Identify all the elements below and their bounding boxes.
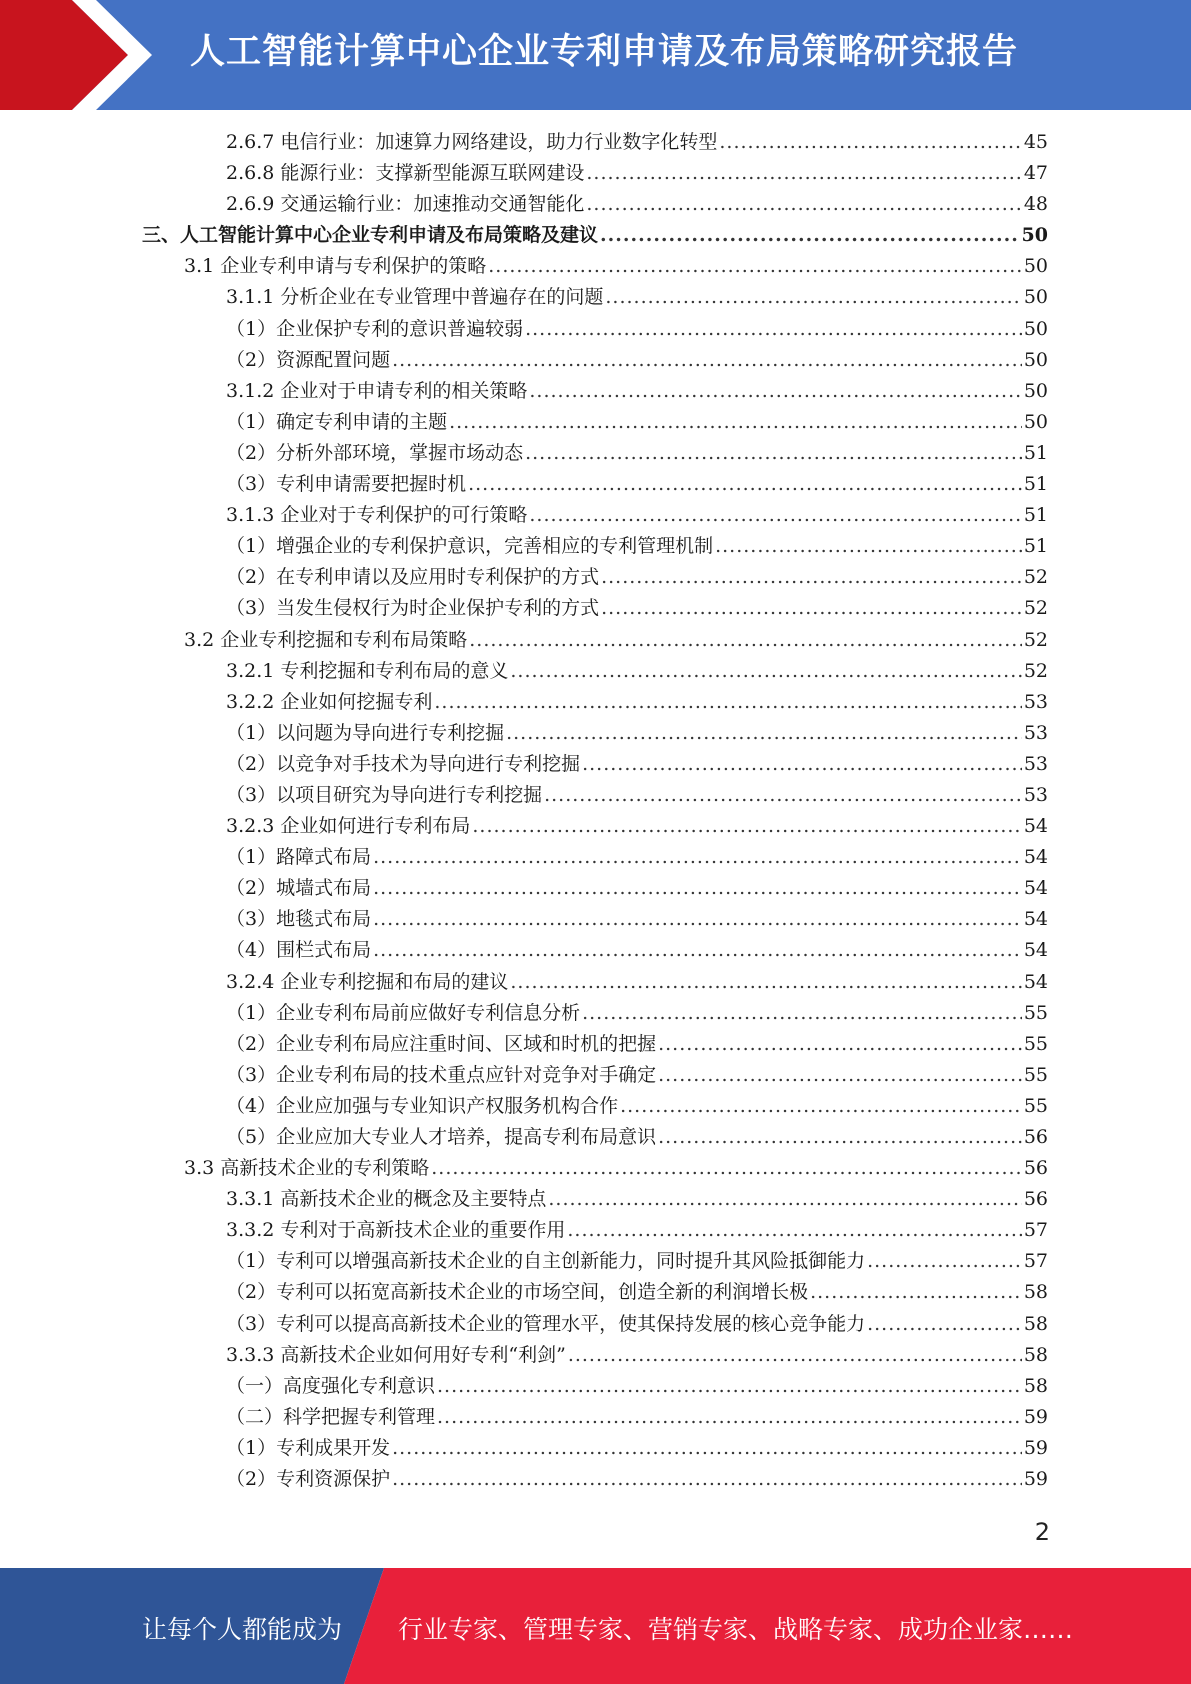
toc-leader-dots bbox=[548, 1184, 1021, 1215]
toc-entry[interactable] bbox=[0, 1184, 1191, 1215]
page-header bbox=[0, 0, 1191, 110]
toc-entry-label: （1）企业专利布局前应做好专利信息分析 bbox=[226, 1001, 581, 1024]
toc-leader-dots bbox=[373, 935, 1022, 966]
toc-entry-page: 59 bbox=[1023, 1436, 1048, 1459]
toc-leader-dots bbox=[568, 1340, 1022, 1371]
toc-leader-dots bbox=[373, 904, 1022, 935]
toc-leader-dots bbox=[506, 718, 1022, 749]
toc-entry-label: 3.1 企业专利申请与专利保护的策略 bbox=[184, 255, 487, 278]
toc-entry-label: （3）专利可以提高高新技术企业的管理水平，使其保持发展的核心竞争能力 bbox=[226, 1312, 866, 1335]
toc-entry-page: 58 bbox=[1023, 1312, 1048, 1335]
toc-entry[interactable] bbox=[0, 1277, 1191, 1308]
toc-entry-page: 58 bbox=[1023, 1281, 1048, 1304]
toc-entry[interactable] bbox=[0, 1122, 1191, 1153]
toc-leader-dots bbox=[434, 687, 1021, 718]
toc-entry-label: （1）路障式布局 bbox=[226, 846, 372, 869]
toc-entry[interactable] bbox=[0, 967, 1191, 998]
toc-entry-page: 50 bbox=[1023, 286, 1048, 309]
toc-leader-dots bbox=[658, 1060, 1022, 1091]
toc-entry-page: 56 bbox=[1023, 1157, 1048, 1180]
toc-entry-label: 2.6.7 电信行业：加速算力网络建设，助力行业数字化转型 bbox=[226, 131, 718, 153]
toc-entry-label: 2.6.8 能源行业：支撑新型能源互联网建设 bbox=[226, 162, 585, 185]
toc-leader-dots bbox=[525, 314, 1022, 345]
toc-entry-label: （2）城墙式布局 bbox=[226, 877, 372, 900]
toc-entry[interactable] bbox=[0, 158, 1191, 189]
toc-entry[interactable] bbox=[0, 935, 1191, 966]
toc-entry-page: 50 bbox=[1023, 317, 1048, 340]
toc-entry-label: （一）高度强化专利意识 bbox=[226, 1374, 436, 1397]
toc-entry-page: 50 bbox=[1021, 224, 1048, 247]
toc-entry[interactable] bbox=[0, 998, 1191, 1029]
toc-entry[interactable] bbox=[0, 625, 1191, 656]
toc-entry[interactable] bbox=[0, 345, 1191, 376]
toc-leader-dots bbox=[431, 1153, 1022, 1184]
footer-slogan-left: 让每个人都能成为 bbox=[142, 1615, 343, 1644]
toc-entry-page: 52 bbox=[1023, 659, 1048, 682]
toc-leader-dots bbox=[567, 1215, 1021, 1246]
toc-leader-dots bbox=[582, 749, 1022, 780]
table-of-contents bbox=[0, 127, 1191, 1495]
toc-leader-dots bbox=[586, 189, 1021, 220]
toc-leader-dots bbox=[437, 1402, 1022, 1433]
toc-entry-page: 54 bbox=[1023, 815, 1048, 838]
toc-entry-page: 58 bbox=[1023, 1374, 1048, 1397]
toc-leader-dots bbox=[544, 780, 1022, 811]
toc-entry-page: 48 bbox=[1023, 193, 1048, 216]
toc-entry-label: （5）企业应加大专业人才培养，提高专利布局意识 bbox=[226, 1126, 657, 1148]
toc-entry-label: 3.2.1 专利挖掘和专利布局的意义 bbox=[226, 659, 509, 682]
toc-leader-dots bbox=[468, 469, 1022, 500]
toc-entry-label: 3.2 企业专利挖掘和专利布局策略 bbox=[184, 628, 468, 651]
toc-leader-dots bbox=[601, 562, 1022, 593]
toc-leader-dots bbox=[658, 1122, 1022, 1153]
toc-entry[interactable] bbox=[0, 811, 1191, 842]
toc-entry[interactable] bbox=[0, 1309, 1191, 1340]
toc-entry-label: （3）以项目研究为导向进行专利挖掘 bbox=[226, 783, 543, 806]
toc-leader-dots bbox=[715, 531, 1022, 562]
toc-leader-dots bbox=[449, 407, 1022, 438]
toc-entry[interactable] bbox=[0, 1371, 1191, 1402]
toc-entry-label: （2）专利资源保护 bbox=[226, 1468, 391, 1491]
toc-entry[interactable] bbox=[0, 562, 1191, 593]
toc-entry[interactable] bbox=[0, 282, 1191, 313]
toc-entry-label: 3.2.4 企业专利挖掘和布局的建议 bbox=[226, 970, 509, 993]
toc-entry-page: 55 bbox=[1023, 1001, 1048, 1024]
toc-entry-label: （1）增强企业的专利保护意识，完善相应的专利管理机制 bbox=[226, 535, 714, 558]
toc-entry[interactable] bbox=[0, 873, 1191, 904]
toc-entry-label: 2.6.9 交通运输行业：加速推动交通智能化 bbox=[226, 193, 585, 216]
toc-entry[interactable] bbox=[0, 314, 1191, 345]
toc-entry[interactable] bbox=[0, 1060, 1191, 1091]
toc-entry[interactable] bbox=[0, 220, 1191, 251]
toc-entry-page: 57 bbox=[1023, 1250, 1048, 1273]
toc-entry-page: 51 bbox=[1023, 473, 1048, 496]
toc-entry-label: （2）资源配置问题 bbox=[226, 348, 391, 371]
toc-leader-dots bbox=[469, 625, 1022, 656]
toc-entry-page: 50 bbox=[1023, 348, 1048, 371]
toc-entry[interactable] bbox=[0, 189, 1191, 220]
toc-entry[interactable] bbox=[0, 1215, 1191, 1246]
toc-entry-page: 52 bbox=[1023, 597, 1048, 620]
toc-entry-page: 50 bbox=[1023, 255, 1048, 278]
toc-leader-dots bbox=[658, 1029, 1022, 1060]
toc-leader-dots bbox=[392, 1464, 1022, 1495]
toc-entry-page: 55 bbox=[1023, 1032, 1048, 1055]
toc-entry-label: 3.3 高新技术企业的专利策略 bbox=[184, 1157, 430, 1180]
toc-entry[interactable] bbox=[0, 842, 1191, 873]
toc-entry-page: 55 bbox=[1023, 1094, 1048, 1117]
toc-entry-page: 56 bbox=[1023, 1188, 1048, 1211]
toc-entry-page: 51 bbox=[1023, 441, 1048, 464]
toc-leader-dots bbox=[529, 376, 1021, 407]
toc-entry[interactable] bbox=[0, 500, 1191, 531]
toc-leader-dots bbox=[586, 158, 1021, 189]
toc-leader-dots bbox=[620, 1091, 1022, 1122]
toc-leader-dots bbox=[510, 656, 1021, 687]
toc-entry-label: 三、人工智能计算中心企业专利申请及布局策略及建议 bbox=[142, 224, 599, 247]
toc-entry[interactable] bbox=[0, 1246, 1191, 1277]
page-footer bbox=[0, 1568, 1191, 1684]
toc-entry[interactable] bbox=[0, 1433, 1191, 1464]
toc-entry[interactable] bbox=[0, 1091, 1191, 1122]
toc-entry[interactable] bbox=[0, 1402, 1191, 1433]
toc-entry-page: 54 bbox=[1023, 908, 1048, 931]
toc-entry-page: 53 bbox=[1023, 783, 1048, 806]
toc-entry[interactable] bbox=[0, 407, 1191, 438]
toc-entry-label: （3）专利申请需要把握时机 bbox=[226, 473, 467, 496]
toc-entry-page: 55 bbox=[1023, 1063, 1048, 1086]
toc-entry-label: （2）分析外部环境，掌握市场动态 bbox=[226, 441, 524, 464]
toc-leader-dots bbox=[719, 127, 1021, 158]
toc-entry-label: （1）确定专利申请的主题 bbox=[226, 410, 448, 433]
toc-leader-dots bbox=[867, 1246, 1022, 1277]
toc-entry[interactable] bbox=[0, 687, 1191, 718]
toc-leader-dots bbox=[605, 282, 1021, 313]
toc-entry-page: 53 bbox=[1023, 752, 1048, 775]
toc-entry-page: 50 bbox=[1023, 410, 1048, 433]
toc-leader-dots bbox=[373, 873, 1022, 904]
toc-entry-label: （2）企业专利布局应注重时间、区域和时机的把握 bbox=[226, 1032, 657, 1055]
toc-entry-page: 53 bbox=[1023, 690, 1048, 713]
toc-leader-dots bbox=[472, 811, 1021, 842]
toc-entry[interactable] bbox=[0, 438, 1191, 469]
toc-entry-label: 3.3.2 专利对于高新技术企业的重要作用 bbox=[226, 1219, 566, 1242]
toc-entry-page: 54 bbox=[1023, 846, 1048, 869]
toc-entry[interactable] bbox=[0, 1153, 1191, 1184]
toc-entry-label: 3.3.3 高新技术企业如何用好专利“利剑” bbox=[226, 1343, 566, 1366]
toc-entry-page: 51 bbox=[1023, 504, 1048, 527]
toc-entry-label: （1）以问题为导向进行专利挖掘 bbox=[226, 721, 505, 744]
toc-entry-page: 59 bbox=[1023, 1468, 1048, 1491]
toc-entry-label: （3）当发生侵权行为时企业保护专利的方式 bbox=[226, 597, 600, 620]
toc-entry[interactable] bbox=[0, 780, 1191, 811]
toc-entry[interactable] bbox=[0, 904, 1191, 935]
toc-entry-label: （3）地毯式布局 bbox=[226, 908, 372, 931]
toc-entry-page: 57 bbox=[1023, 1219, 1048, 1242]
toc-leader-dots bbox=[810, 1277, 1022, 1308]
document-title: 人工智能计算中心企业专利申请及布局策略研究报告 bbox=[190, 32, 1019, 72]
toc-leader-dots bbox=[529, 500, 1021, 531]
toc-entry-label: 3.2.2 企业如何挖掘专利 bbox=[226, 690, 433, 713]
toc-entry[interactable] bbox=[0, 531, 1191, 562]
toc-entry-label: （2）专利可以拓宽高新技术企业的市场空间，创造全新的利润增长极 bbox=[226, 1281, 809, 1304]
toc-entry-page: 54 bbox=[1023, 970, 1048, 993]
toc-leader-dots bbox=[437, 1371, 1022, 1402]
toc-entry-page: 59 bbox=[1023, 1405, 1048, 1428]
toc-entry[interactable] bbox=[0, 749, 1191, 780]
toc-entry-label: 3.1.2 企业对于申请专利的相关策略 bbox=[226, 379, 528, 402]
toc-entry-page: 45 bbox=[1023, 131, 1048, 153]
toc-entry-label: （1）企业保护专利的意识普遍较弱 bbox=[226, 317, 524, 340]
toc-entry-page: 52 bbox=[1023, 566, 1048, 589]
toc-entry-label: （2）以竞争对手技术为导向进行专利挖掘 bbox=[226, 752, 581, 775]
toc-entry-page: 52 bbox=[1023, 628, 1048, 651]
toc-entry-label: （2）在专利申请以及应用时专利保护的方式 bbox=[226, 566, 600, 589]
toc-leader-dots bbox=[867, 1309, 1022, 1340]
toc-leader-dots bbox=[488, 251, 1022, 282]
toc-entry-page: 53 bbox=[1023, 721, 1048, 744]
header-arrow-icon bbox=[0, 0, 200, 110]
toc-entry-page: 54 bbox=[1023, 877, 1048, 900]
page-number: 2 bbox=[1034, 1518, 1050, 1546]
toc-leader-dots bbox=[510, 967, 1021, 998]
toc-entry-page: 58 bbox=[1023, 1343, 1048, 1366]
toc-entry-label: （1）专利成果开发 bbox=[226, 1436, 391, 1459]
toc-entry-label: 3.1.1 分析企业在专业管理中普遍存在的问题 bbox=[226, 286, 604, 309]
toc-entry-label: 3.3.1 高新技术企业的概念及主要特点 bbox=[226, 1188, 547, 1211]
toc-entry-page: 51 bbox=[1023, 535, 1048, 558]
toc-entry[interactable] bbox=[0, 127, 1191, 158]
toc-entry-label: （3）企业专利布局的技术重点应针对竞争对手确定 bbox=[226, 1063, 657, 1086]
toc-entry[interactable] bbox=[0, 376, 1191, 407]
toc-leader-dots bbox=[392, 1433, 1022, 1464]
toc-entry-page: 50 bbox=[1023, 379, 1048, 402]
toc-entry-label: 3.2.3 企业如何进行专利布局 bbox=[226, 815, 471, 838]
toc-entry-page: 47 bbox=[1023, 162, 1048, 185]
toc-leader-dots bbox=[600, 220, 1020, 251]
toc-leader-dots bbox=[601, 593, 1022, 624]
toc-entry[interactable] bbox=[0, 593, 1191, 624]
toc-entry[interactable] bbox=[0, 1340, 1191, 1371]
toc-entry-page: 54 bbox=[1023, 939, 1048, 962]
toc-entry[interactable] bbox=[0, 1029, 1191, 1060]
footer-slogan-right: 行业专家、管理专家、营销专家、战略专家、成功企业家…… bbox=[398, 1615, 1074, 1644]
toc-entry-label: （4）企业应加强与专业知识产权服务机构合作 bbox=[226, 1094, 619, 1117]
toc-entry[interactable] bbox=[0, 251, 1191, 282]
toc-entry[interactable] bbox=[0, 1464, 1191, 1495]
toc-entry[interactable] bbox=[0, 718, 1191, 749]
toc-leader-dots bbox=[373, 842, 1022, 873]
toc-leader-dots bbox=[525, 438, 1022, 469]
toc-leader-dots bbox=[392, 345, 1022, 376]
toc-entry-label: 3.1.3 企业对于专利保护的可行策略 bbox=[226, 504, 528, 527]
toc-entry-page: 56 bbox=[1023, 1126, 1048, 1148]
toc-entry-label: （1）专利可以增强高新技术企业的自主创新能力，同时提升其风险抵御能力 bbox=[226, 1250, 866, 1273]
toc-entry-label: （4）围栏式布局 bbox=[226, 939, 372, 962]
toc-leader-dots bbox=[582, 998, 1022, 1029]
toc-entry[interactable] bbox=[0, 656, 1191, 687]
toc-entry[interactable] bbox=[0, 469, 1191, 500]
toc-entry-label: （二）科学把握专利管理 bbox=[226, 1405, 436, 1428]
